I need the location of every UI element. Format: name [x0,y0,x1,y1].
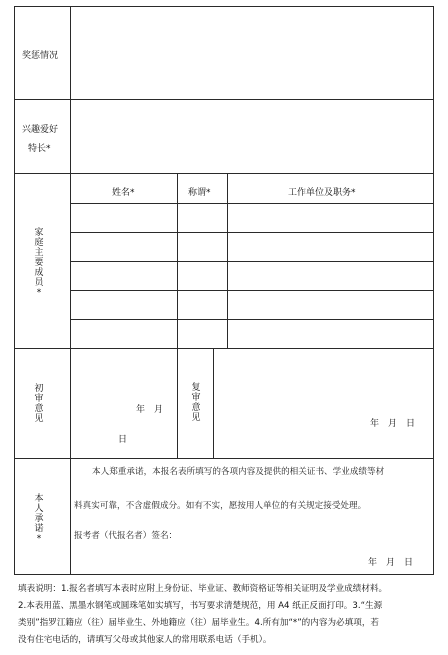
hobby-field[interactable] [71,100,433,173]
family-member-cell-title-1[interactable] [178,204,227,232]
initial-review-date-year-month: 年 月 [136,405,164,415]
pledge-text-line-1: 本人郑重承诺，本报名表所填写的各项内容及提供的相关证书、学业成绩等材 [92,467,385,477]
family-member-cell-title-4[interactable] [178,291,227,319]
instructions-line-2: 2.本表用蓝、黑墨水钢笔或圆珠笔如实填写，书写要求清楚规范，用 A4 纸正反面打印。3.“生源 [18,601,383,611]
specialty-label: 特长* [28,144,51,154]
column-header-title: 称谓* [188,188,211,198]
table-left-border [14,6,15,575]
instructions-line-4: 没有住宅电话的，请填写父母或其他家人的常用联系电话（手机）。 [18,635,272,645]
family-member-cell-title-5[interactable] [178,320,227,348]
table-bottom-border [14,574,434,575]
instructions-line-1: 填表说明：1.报名者填写本表时应附上身份证、毕业证、教师资格证等相关证明及学业成绩材料。 [18,584,388,594]
review-divider-left [177,348,178,459]
family-member-cell-work-4[interactable] [228,291,433,319]
initial-review-date-day: 日 [118,435,128,445]
hobby-label: 兴趣爱好 [22,125,59,135]
re-review-label: 复 审 意 见 [191,383,201,423]
pledge-signature-field[interactable] [190,526,370,546]
family-member-cell-name-2[interactable] [71,233,177,261]
form-instructions [18,581,442,649]
pledge-label: 本 人 承 诺 * [34,494,44,544]
initial-review-label: 初 审 意 见 [34,384,44,424]
re-review-field[interactable] [214,349,433,458]
pledge-text-line-2: 料真实可靠，不含虚假成分。如有不实，愿按用人单位的有关规定接受处理。 [74,501,367,511]
family-member-cell-name-1[interactable] [71,204,177,232]
family-section-label: 家 庭 主 要 成 员 * [34,228,44,298]
family-member-cell-work-2[interactable] [228,233,433,261]
family-member-cell-name-4[interactable] [71,291,177,319]
re-review-date: 年 月 日 [370,419,416,429]
row-divider-hobby [14,173,434,174]
family-member-cell-title-3[interactable] [178,262,227,290]
family-member-cell-title-2[interactable] [178,233,227,261]
family-member-cell-work-5[interactable] [228,320,433,348]
family-member-cell-name-3[interactable] [71,262,177,290]
column-header-work: 工作单位及职务* [288,188,356,198]
row-divider-review [14,458,434,459]
family-member-cell-work-1[interactable] [228,204,433,232]
awards-label: 奖惩情况 [22,51,59,61]
pledge-date: 年 月 日 [368,558,414,568]
pledge-signature-label: 报考者（代报名者）签名： [74,531,178,541]
family-member-cell-work-3[interactable] [228,262,433,290]
column-header-name: 姓名* [112,188,135,198]
awards-field[interactable] [71,7,433,99]
family-member-cell-name-5[interactable] [71,320,177,348]
initial-review-field[interactable] [71,349,177,458]
instructions-line-3: 类别”指罗江籍应（往）届毕业生、外地籍应（往）届毕业生。4.所有加“*”的内容为必填项，若 [18,618,380,628]
